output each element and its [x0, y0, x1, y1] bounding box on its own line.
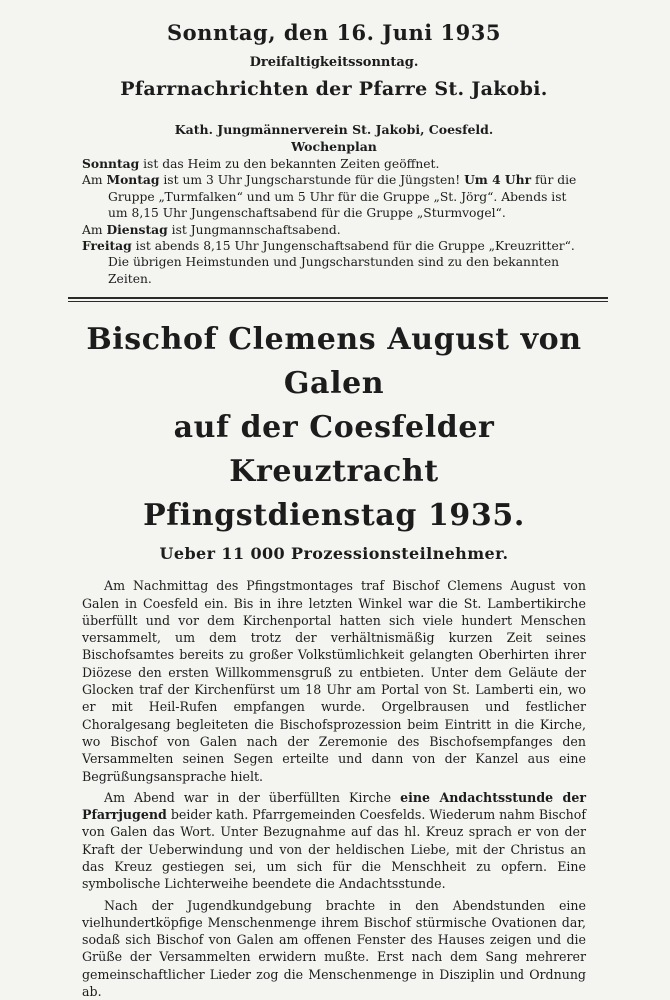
parish-news-title: Pfarrnachrichten der Pfarre St. Jakobi. — [120, 78, 548, 100]
day-label: Sonntag — [82, 156, 140, 171]
article-paragraph-1: Am Nachmittag des Pfingstmontages traf Bischof Clemens August von Galen in Coesfeld ein. Bis in ihre letzten Winkel war die St. Lambertikirche überfüllt und vor dem Kirchenportal hatten sich viele hundert Menschen versammelt, um dem trotz der verhältnismäßig kurzen Zeit seines Bischofsamtes bereits zu großer Volkstümlichkeit gelangten Oberhirten ihrer Diözese den ersten Willkommensgruß zu entbieten. Unter dem Geläute der Glocken traf der Kirchenfürst um 18 Uhr am Portal von St. Lamberti ein, wo er mit Heil-Rufen empfangen wurde. Orgelbrausen und festlicher Choralgesang begleiteten die Bischofsprozession beim Eintritt in die Kirche, wo Bischof von Galen nach der Zeremonie des Bischofsempfanges den Versammelten seinen Segen erteilte und dann von der Kanzel aus eine Begrüßungsansprache hielt. — [82, 578, 586, 784]
day-label: Montag — [106, 172, 160, 188]
schedule-entry-friday: Freitag ist abends 8,15 Uhr Jungenschaftsabend für die Gruppe „Kreuzritter“. — [82, 238, 575, 254]
article-body — [82, 577, 586, 1000]
article-paragraph-2: Am Abend war in der überfüllten Kirche eine Andachtsstunde der Pfarrjugend beider kath. Pfarrgemeinden Coesfelds. Wiederum nahm Bischof von Galen das Wort. Unter Bezugnahme auf das hl. Kreuz sprach er von der Kraft der Ueberwindung und von der heldischen Liebe, mit der Christus an das Kreuz gestiegen sei, um sich für die Menschheit zu opfern. Eine symbolische Lichterweihe beendete die Andachtsstunde. — [82, 789, 587, 892]
weekly-plan-title: Wochenplan — [291, 139, 377, 154]
headline-line-2: auf der Coesfelder Kreuztracht — [173, 410, 495, 490]
issue-date: Sonntag, den 16. Juni 1935 — [167, 20, 501, 45]
schedule-entry-tuesday: Am Dienstag ist Jungmannschaftsabend. — [82, 221, 341, 237]
article-headline — [82, 318, 586, 538]
headline-line-3: Pfingstdienstag 1935. — [143, 498, 525, 534]
weekly-schedule — [82, 156, 586, 287]
schedule-entry-monday: Am Montag ist um 3 Uhr Jungscharstunde für die Jüngsten! Um 4 Uhr für die Gruppe „Turmfalken“ und um 5 Uhr für die Gruppe „St. Jörg“. Abends ist um 8,15 Uhr Jungenschaftsabend für die Gruppe „Sturmvogel“. — [82, 172, 577, 221]
article-paragraph-3: Nach der Jugendkundgebung brachte in den Abendstunden eine vielhundertköpfige Menschenmenge ihrem Bischof stürmische Ovationen dar, sodaß sich Bischof von Galen am offenen Fenster des Hauses zeigen und die Grüße der Versammelten erwidern mußte. Erst nach dem Sang mehrerer gemeinschaftlicher Lieder zog die Menschenmenge in Disziplin und Ordnung ab. — [82, 897, 586, 1000]
day-label: Freitag — [82, 238, 132, 254]
headline-line-1: Bischof Clemens August von Galen — [86, 322, 582, 402]
schedule-closing-note: Die übrigen Heimstunden und Jungscharstunden sind zu den bekannten Zeiten. — [108, 255, 560, 286]
article-subheadline: Ueber 11 000 Prozessionsteilnehmer. — [159, 544, 509, 564]
day-label: Dienstag — [106, 221, 168, 237]
feast-day: Dreifaltigkeitssonntag. — [249, 55, 419, 70]
schedule-entry-sunday: Sonntag ist das Heim zu den bekannten Zeiten geöffnet. — [82, 156, 440, 171]
club-name: Kath. Jungmännerverein St. Jakobi, Coesfeld. — [174, 122, 494, 137]
section-divider — [68, 297, 608, 302]
